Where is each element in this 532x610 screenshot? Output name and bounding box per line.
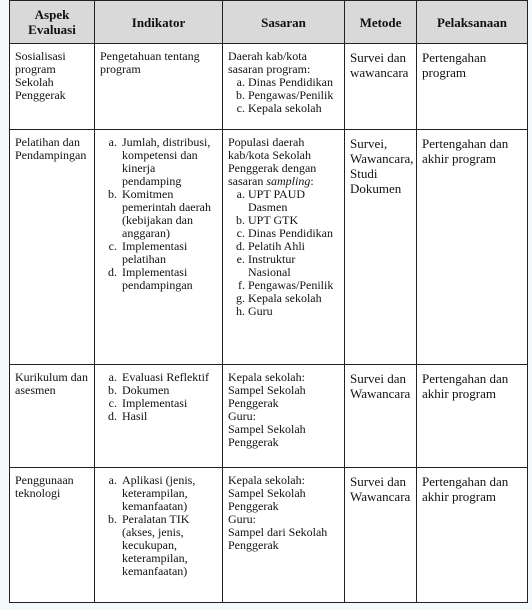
sasaran-cell xyxy=(223,44,345,130)
pelaksanaan-cell: Pertengahan dan akhir program xyxy=(417,468,528,603)
sasaran-list xyxy=(228,76,339,115)
aspek-cell: Pelatihan dan Pendampingan xyxy=(10,130,95,365)
evaluation-table xyxy=(9,0,528,603)
sasaran-line: Kepala sekolah: xyxy=(228,473,305,487)
header-aspek-evaluasi: Aspek Evaluasi xyxy=(10,1,95,44)
list-item: c. Implementasi pelatihan xyxy=(120,240,217,266)
metode-cell: Survei dan wawancara xyxy=(345,44,417,130)
list-item: a. Evaluasi Reflektif xyxy=(120,371,217,384)
header-pelaksanaan: Pelaksanaan xyxy=(417,1,528,44)
metode-cell: Survei, Wawancara, Studi Dokumen xyxy=(345,130,417,365)
header-sasaran: Sasaran xyxy=(223,1,345,44)
sasaran-line: Guru: xyxy=(228,512,256,526)
list-item: a. Aplikasi (jenis, keterampilan, kemanfaatan) xyxy=(120,474,217,513)
indikator-cell xyxy=(95,365,223,468)
sasaran-line: Sampel Sekolah Penggerak xyxy=(228,422,306,449)
sasaran-lead: Populasi daerah kab/kota Sekolah Penggerak dengan sasaran sampling: xyxy=(228,135,317,188)
sasaran-cell xyxy=(223,468,345,603)
list-item: e. Instruktur Nasional xyxy=(248,253,339,279)
list-item: d. Pelatih Ahli xyxy=(248,240,339,253)
header-metode: Metode xyxy=(345,1,417,44)
list-item: b. Pengawas/Penilik xyxy=(248,89,339,102)
list-item: b. Peralatan TIK (akses, jenis, kecukupan, keterampilan, kemanfaatan) xyxy=(120,513,217,578)
indikator-list xyxy=(100,474,217,578)
header-indikator: Indikator xyxy=(95,1,223,44)
sasaran-line: Guru: xyxy=(228,409,256,423)
aspek-cell: Kurikulum dan asesmen xyxy=(10,365,95,468)
list-item: g. Kepala sekolah xyxy=(248,292,339,305)
sasaran-line: Sampel dari Sekolah Penggerak xyxy=(228,525,328,552)
list-item: d. Hasil xyxy=(120,410,217,423)
metode-cell: Survei dan Wawancara xyxy=(345,365,417,468)
sasaran-list xyxy=(228,188,339,318)
list-item: h. Guru xyxy=(248,305,339,318)
pelaksanaan-cell: Pertengahan dan akhir program xyxy=(417,130,528,365)
header-row xyxy=(10,1,528,44)
indikator-cell xyxy=(95,130,223,365)
table-row xyxy=(10,365,528,468)
list-item: b. UPT GTK xyxy=(248,214,339,227)
list-item: a. UPT PAUD Dasmen xyxy=(248,188,339,214)
aspek-cell: Sosialisasi program Sekolah Penggerak xyxy=(10,44,95,130)
sasaran-line: Sampel Sekolah Penggerak xyxy=(228,383,306,410)
list-item: c. Implementasi xyxy=(120,397,217,410)
indikator-cell xyxy=(95,468,223,603)
metode-cell: Survei dan Wawancara xyxy=(345,468,417,603)
list-item: a. Dinas Pendidikan xyxy=(248,76,339,89)
list-item: d. Implementasi pendampingan xyxy=(120,266,217,292)
list-item: c. Kepala sekolah xyxy=(248,102,339,115)
list-item: a. Jumlah, distribusi, kompetensi dan kinerja pendamping xyxy=(120,136,217,188)
table-row xyxy=(10,130,528,365)
table-row xyxy=(10,468,528,603)
list-item: b. Komitmen pemerintah daerah (kebijakan dan anggaran) xyxy=(120,188,217,240)
pelaksanaan-cell: Pertengahan dan akhir program xyxy=(417,365,528,468)
pelaksanaan-cell: Pertengahan program xyxy=(417,44,528,130)
sasaran-line: Sampel Sekolah Penggerak xyxy=(228,486,306,513)
list-item: b. Dokumen xyxy=(120,384,217,397)
indikator-list xyxy=(100,136,217,292)
sasaran-cell xyxy=(223,130,345,365)
sasaran-cell xyxy=(223,365,345,468)
indikator-list xyxy=(100,371,217,423)
list-item: c. Dinas Pendidikan xyxy=(248,227,339,240)
list-item: f. Pengawas/Penilik xyxy=(248,279,339,292)
sasaran-line: Kepala sekolah: xyxy=(228,370,305,384)
indikator-cell: Pengetahuan tentang program xyxy=(95,44,223,130)
sasaran-lead: Daerah kab/kota sasaran program: xyxy=(228,49,311,76)
table-row xyxy=(10,44,528,130)
aspek-cell: Penggunaan teknologi xyxy=(10,468,95,603)
